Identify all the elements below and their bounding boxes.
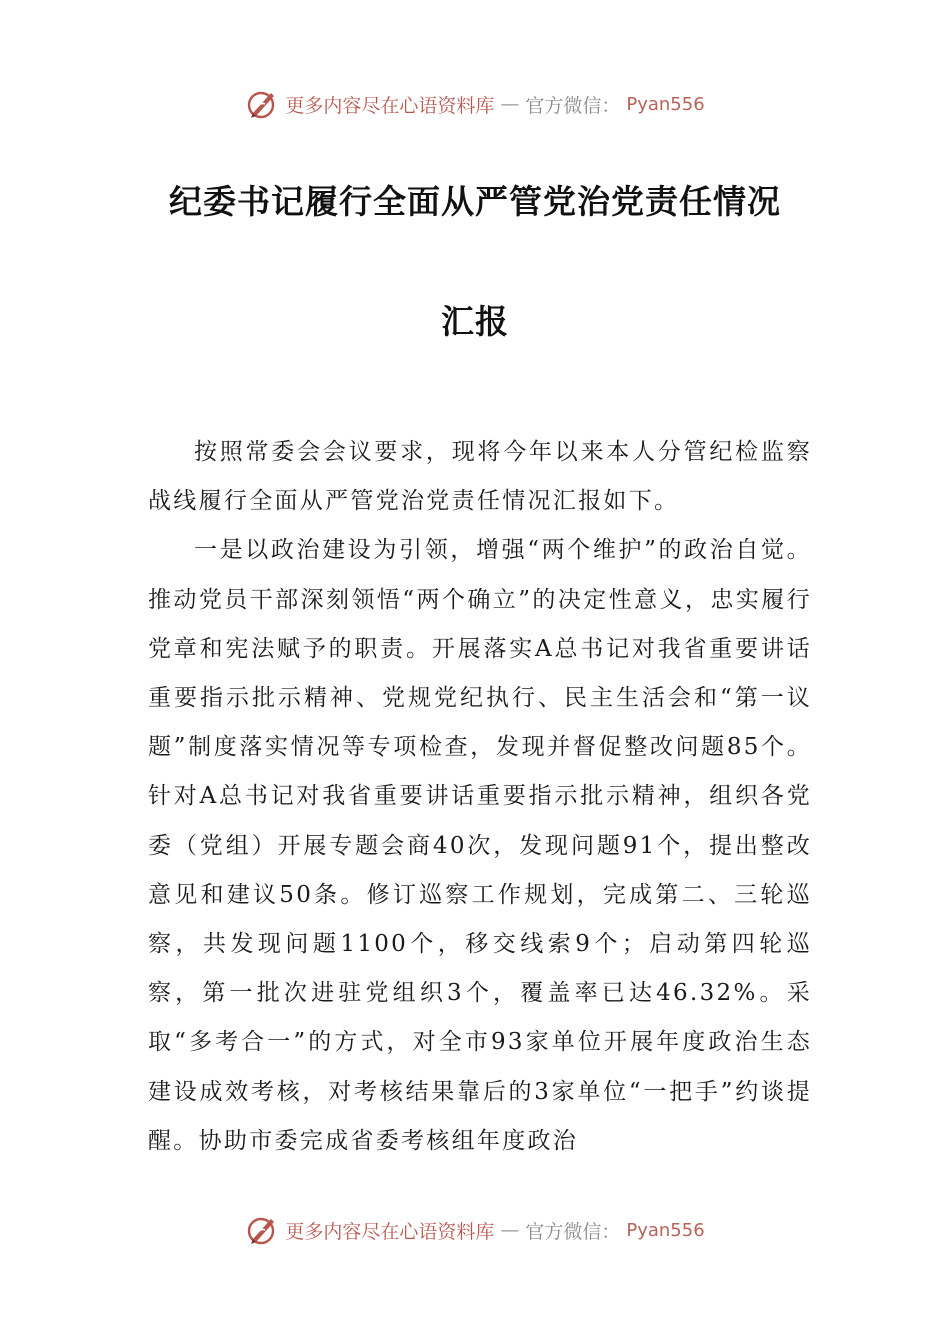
document-body xyxy=(148,428,812,1166)
footer-banner xyxy=(0,1210,950,1250)
header-banner xyxy=(0,84,950,124)
pen-logo-icon xyxy=(245,87,279,121)
banner-wechat-label: 官方微信： xyxy=(525,1220,621,1243)
banner-brand-text: 更多内容尽在心语资料库 xyxy=(285,1220,495,1243)
pen-logo-icon xyxy=(245,1213,279,1247)
banner-brand-text: 更多内容尽在心语资料库 xyxy=(285,94,495,117)
banner-separator: — xyxy=(500,93,520,115)
body-paragraph: 一是以政治建设为引领，增强“两个维护”的政治自觉。推动党员干部深刻领悟“两个确立”的决定性意义，忠实履行党章和宪法赋予的职责。开展落实A总书记对我省重要讲话重要指示批示精神、党规党纪执行、民主生活会和“第一议题”制度落实情况等专项检查，发现并督促整改问题85个。针对A总书记对我省重要讲话重要指示批示精神，组织各党委（党组）开展专题会商40次，发现问题91个，提出整改意见和建议50条。修订巡察工作规划，完成第二、三轮巡察，共发现问题1100个，移交线索9个；启动第四轮巡察，第一批次进驻党组织3个，覆盖率已达46.32%。采取“多考合一”的方式，对全市93家单位开展年度政治生态建设成效考核，对考核结果靠后的3家单位“一把手”约谈提醒。协助市委完成省委考核组年度政治 xyxy=(148,537,812,1154)
banner-wechat-id: Pyan556 xyxy=(626,93,705,115)
banner-wechat-id: Pyan556 xyxy=(626,1219,705,1241)
document-title: 纪委书记履行全面从严管党治党责任情况 xyxy=(169,182,781,221)
banner-separator: — xyxy=(500,1219,520,1241)
document-title-continued: 汇报 xyxy=(441,302,509,341)
banner-wechat-label: 官方微信： xyxy=(525,94,621,117)
body-paragraph: 按照常委会会议要求，现将今年以来本人分管纪检监察战线履行全面从严管党治党责任情况汇报如下。 xyxy=(148,439,812,515)
